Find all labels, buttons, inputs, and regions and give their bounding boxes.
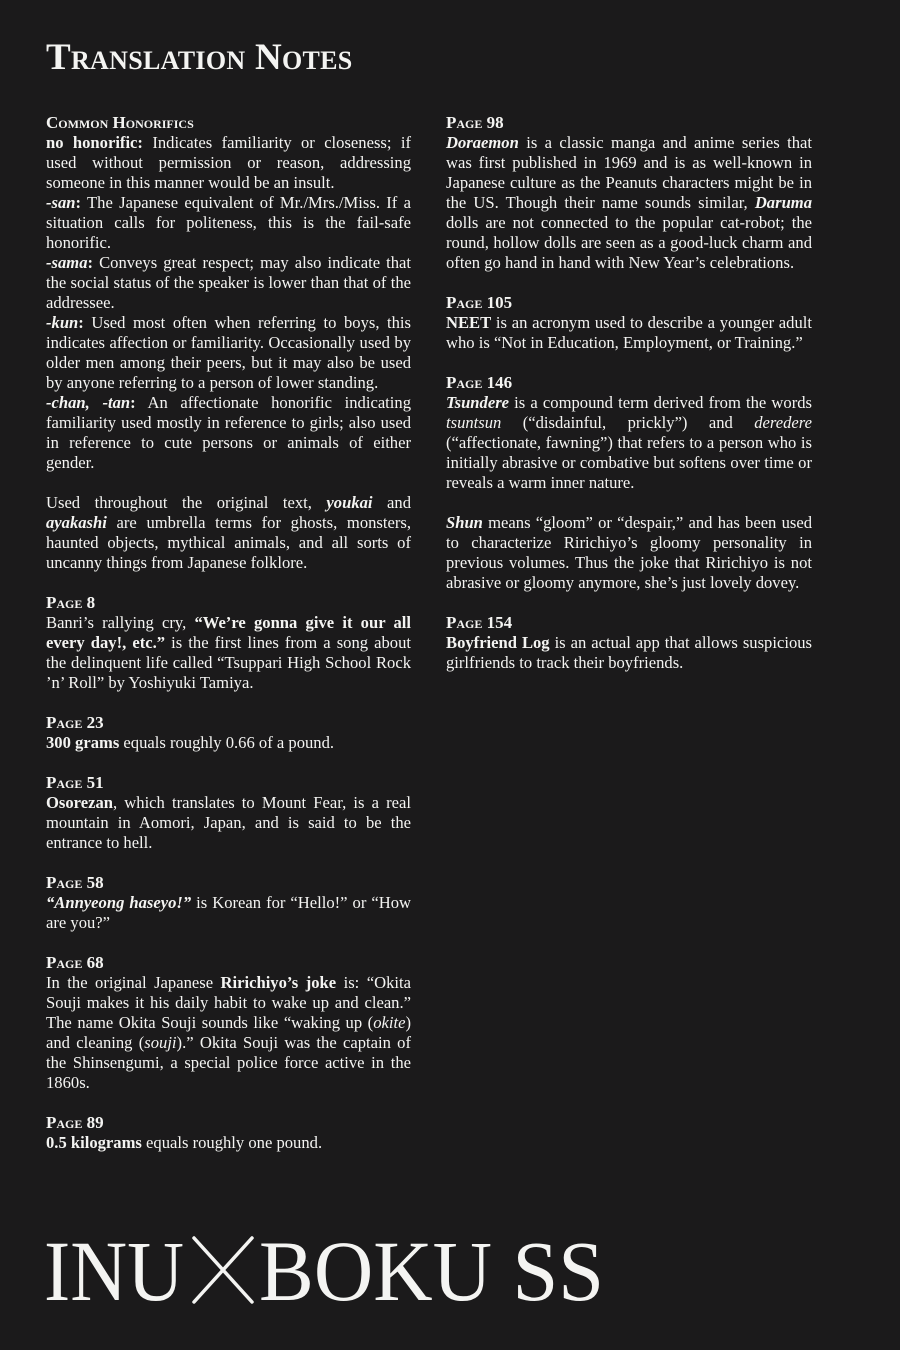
note-body [46,893,411,933]
note-text: is Korean for “Hello!” or “How are you?” [46,893,411,932]
note-page-51 [46,773,411,853]
note-heading: Page 58 [46,873,104,892]
note-term: Ririchiyo’s joke [220,973,337,992]
note-term: 300 grams [46,733,120,752]
honorific-colon: : [78,313,84,332]
left-column [46,113,411,1153]
honorific-text: Conveys great respect; may also indicate that the social status of the speaker is lower than that of the addressee. [46,253,411,312]
note-term: Doraemon [446,133,519,152]
note-page-8 [46,593,411,693]
note-term: ayakashi [46,513,107,532]
note-heading: Page 68 [46,953,104,972]
note-body [46,1133,411,1153]
youkai-note [46,493,411,573]
honorific-kun [46,313,411,393]
note-text: , which translates to Mount Fear, is a real mountain in Aomori, Japan, and is said to be the entrance to hell. [46,793,411,852]
page-title: Translation Notes [46,37,353,78]
honorific-sama [46,253,411,313]
note-term: NEET [446,313,492,332]
honorific-colon: : [130,393,136,412]
honorific-none [46,133,411,193]
note-term: 0.5 kilograms [46,1133,142,1152]
series-logo [44,1228,609,1310]
note-body [446,633,812,673]
series-logo-graphic [44,1228,609,1310]
note-text: ).” Okita Souji was the captain of the Shinsengumi, a special police force active in the 1860s. [46,1033,411,1092]
note-shun [446,513,812,593]
note-heading: Page 146 [446,373,513,392]
note-text: equals roughly one pound. [141,1133,323,1152]
note-text: (“disdainful, prickly”) and [501,413,755,432]
note-page-105 [446,293,812,353]
right-column [446,113,812,693]
note-heading: Page 8 [46,593,96,612]
note-term: Tsundere [446,393,510,412]
logo-text-right: BOKU SS [259,1228,604,1310]
honorific-text: An affectionate honorific indicating familiarity used mostly in reference to girls; also used in reference to cute persons or animals of either gender. [46,393,411,472]
note-term: Shun [446,513,483,532]
note-italic: tsuntsun [446,413,502,432]
honorific-colon: : [75,193,82,212]
note-italic: okite [373,1013,406,1032]
note-page-89 [46,1113,411,1153]
note-page-154 [446,613,812,673]
note-body [446,393,812,493]
note-text: In the original Japanese [46,973,221,992]
note-text: are umbrella terms for ghosts, monsters, haunted objects, mythical animals, and all sorts of uncanny things from Japanese folklore. [46,513,411,572]
note-heading: Page 23 [46,713,104,732]
honorific-text: The Japanese equivalent of Mr./Mrs./Miss. If a situation calls for politeness, this is the fail-safe honorific. [46,193,411,252]
note-body [446,133,812,273]
note-body [446,313,812,353]
note-text: is an actual app that allows suspicious girlfriends to track their boyfriends. [446,633,812,672]
note-text: equals roughly 0.66 of a pound. [119,733,335,752]
honorific-colon: : [87,253,94,272]
honorific-term: -sama [46,253,88,272]
note-body [46,733,411,753]
note-text: Banri’s rallying cry, [46,613,195,632]
note-term: Boyfriend Log [446,633,550,652]
note-term: “We’re gonna give it our all every day!, etc.” [46,613,412,652]
note-text: is an acronym used to describe a younger adult who is “Not in Education, Employment, or Training.” [446,313,812,352]
note-page-146 [446,373,812,493]
note-body [46,613,411,693]
note-body [46,973,411,1093]
honorifics-heading: Common Honorifics [46,113,194,132]
note-heading: Page 98 [446,113,504,132]
note-body [46,793,411,853]
note-italic: deredere [754,413,812,432]
note-text: dolls are not connected to the popular cat-robot; the round, hollow dolls are seen as a good-luck charm and often go hand in hand with New Year’s celebrations. [446,213,812,272]
note-page-23 [46,713,411,753]
honorifics-section [46,113,411,473]
honorific-text: Indicates familiarity or closeness; if used without permission or reason, addressing someone in this manner would be an insult. [46,133,411,192]
note-text: Used throughout the original text, [46,493,327,512]
honorific-term: -san [46,193,76,212]
note-page-98 [446,113,812,273]
note-text: (“affectionate, fawning”) that refers to a person who is initially abrasive or combative but softens over time or reveals a warm inner nature. [446,433,812,492]
note-page-68 [46,953,411,1093]
honorific-term: -chan, -tan [46,393,131,412]
note-heading: Page 51 [46,773,104,792]
honorific-text: Used most often when referring to boys, this indicates affection or familiarity. Occasionally used by older men among their peers, but it may also be used by anyone referring to a person of lower standing. [46,313,411,392]
note-heading: Page 105 [446,293,513,312]
note-term: Daruma [754,193,812,212]
honorific-term: -kun [46,313,79,332]
logo-text-left: INU [44,1228,184,1310]
note-page-58 [46,873,411,933]
honorific-chan-tan [46,393,411,473]
note-heading: Page 89 [46,1113,104,1132]
note-text: is a compound term derived from the words [509,393,812,412]
note-term: Osorezan [46,793,113,812]
note-text: is the first lines from a song about the delinquent life called “Tsuppari High School Rock ’n’ Roll” by Yoshiyuki Tamiya. [46,633,411,692]
honorific-san [46,193,411,253]
note-term: “Annyeong haseyo!” [46,893,192,912]
note-text: and [372,493,412,512]
note-text: ) and cleaning ( [46,1013,411,1052]
note-heading: Page 154 [446,613,513,632]
honorific-term: no honorific: [46,133,143,152]
note-italic: souji [144,1033,177,1052]
note-term: youkai [326,493,373,512]
note-text: is: “Okita Souji makes it his daily habit to wake up and clean.” The name Okita Souji sounds like “waking up ( [46,973,411,1032]
logo-cross-icon [194,1238,252,1302]
note-text: means “gloom” or “despair,” and has been used to characterize Ririchiyo’s gloomy personality in previous volumes. Thus the joke that Ririchiyo is not abrasive or gloomy anymore, she’s just lovely dovey. [446,513,812,592]
note-text: is a classic manga and anime series that was first published in 1969 and is as well-known in Japanese culture as the Peanuts characters might be in the US. Though their name sounds similar, [446,133,812,212]
